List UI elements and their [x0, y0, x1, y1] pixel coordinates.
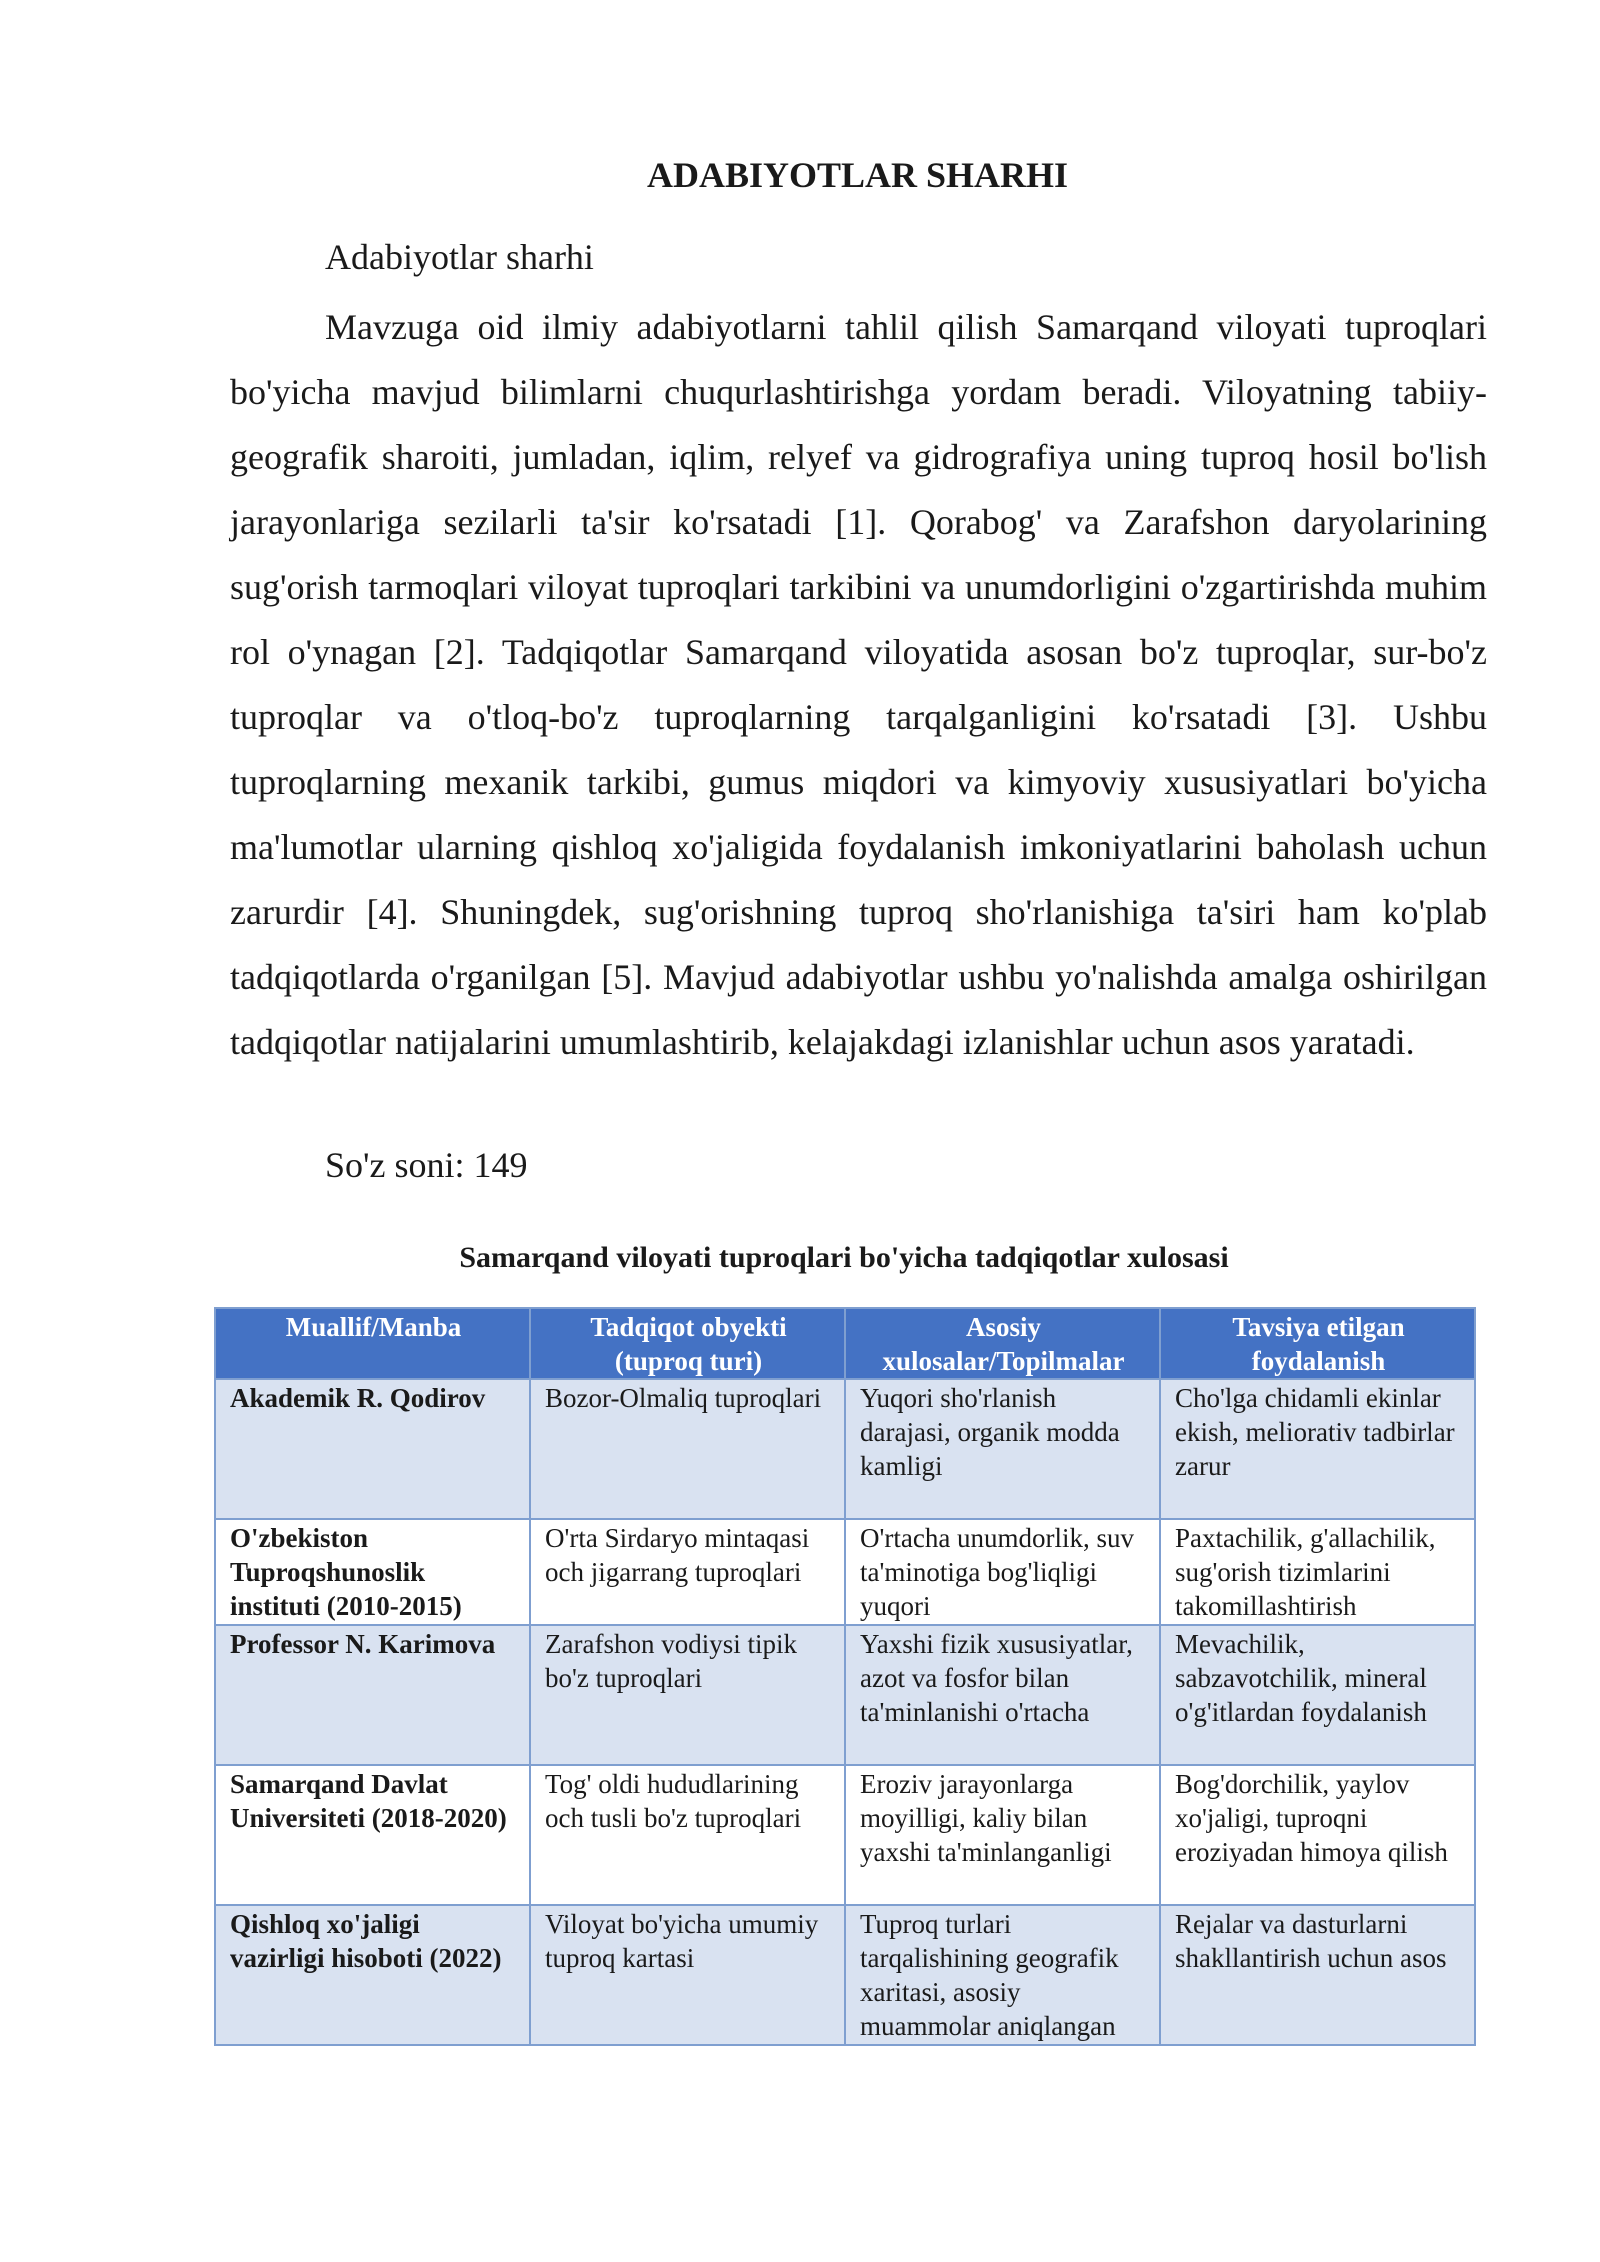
header-recommendation: Tavsiya etilgan foydalanish — [1160, 1308, 1475, 1379]
cell-author: Akademik R. Qodirov — [215, 1379, 530, 1519]
cell-findings: Yaxshi fizik xususiyatlar, azot va fosfor bilan ta'minlanishi o'rtacha — [845, 1625, 1160, 1765]
word-count: So'z soni: 149 — [325, 1145, 528, 1185]
cell-findings: O'rtacha unumdorlik, suv ta'minotiga bog'liqligi yuqori — [845, 1519, 1160, 1625]
table-row — [215, 1625, 1475, 1765]
cell-recommendation: Cho'lga chidamli ekinlar ekish, meliorativ tadbirlar zarur — [1160, 1379, 1475, 1519]
cell-author: Professor N. Karimova — [215, 1625, 530, 1765]
cell-recommendation: Mevachilik, sabzavotchilik, mineral o'g'itlardan foydalanish — [1160, 1625, 1475, 1765]
cell-object: O'rta Sirdaryo mintaqasi och jigarrang tuproqlari — [530, 1519, 845, 1625]
cell-object: Zarafshon vodiysi tipik bo'z tuproqlari — [530, 1625, 845, 1765]
table-header-row — [215, 1308, 1475, 1379]
cell-findings: Eroziv jarayonlarga moyilligi, kaliy bilan yaxshi ta'minlanganligi — [845, 1765, 1160, 1905]
header-object: Tadqiqot obyekti (tuproq turi) — [530, 1308, 845, 1379]
table-row — [215, 1765, 1475, 1905]
cell-object: Bozor-Olmaliq tuproqlari — [530, 1379, 845, 1519]
table-caption: Samarqand viloyati tuproqlari bo'yicha tadqiqotlar xulosasi — [459, 1241, 1229, 1274]
cell-findings: Tuproq turlari tarqalishining geografik xaritasi, asosiy muammolar aniqlangan — [845, 1905, 1160, 2045]
header-author: Muallif/Manba — [215, 1308, 530, 1379]
cell-author: O'zbekiston Tuproqshunoslik instituti (2010-2015) — [215, 1519, 530, 1625]
table-row — [215, 1905, 1475, 2045]
cell-author: Qishloq xo'jaligi vazirligi hisoboti (2022) — [215, 1905, 530, 2045]
page-title: ADABIYOTLAR SHARHI — [646, 155, 1069, 195]
section-subheading: Adabiyotlar sharhi — [325, 237, 594, 277]
cell-object: Tog' oldi hududlarining och tusli bo'z tuproqlari — [530, 1765, 845, 1905]
header-findings: Asosiy xulosalar/Topilmalar — [845, 1308, 1160, 1379]
cell-object: Viloyat bo'yicha umumiy tuproq kartasi — [530, 1905, 845, 2045]
summary-table — [214, 1307, 1476, 2046]
body-paragraph: Mavzuga oid ilmiy adabiyotlarni tahlil qilish Samarqand viloyati tuproqlari bo'yicha mavjud bilimlarni chuqurlashtirishga yordam beradi. Viloyatning tabiiy-geografik sharoiti, jumladan, iqlim, relyef va gidrografiya uning tuproq hosil bo'lish jarayonlariga sezilarli ta'sir ko'rsatadi [1]. Qorabog' va Zarafshon daryolarining sug'orish tarmoqlari viloyat tuproqlari tarkibini va unumdorligini o'zgartirishda muhim rol o'ynagan [2]. Tadqiqotlar Samarqand viloyatida asosan bo'z tuproqlar, sur-bo'z tuproqlar va o'tloq-bo'z tuproqlarning tarqalganligini ko'rsatadi [3]. Ushbu tuproqlarning mexanik tarkibi, gumus miqdori va kimyoviy xususiyatlari bo'yicha ma'lumotlar ularning qishloq xo'jaligida foydalanish imkoniyatlarini baholash uchun zarurdir [4]. Shuningdek, sug'orishning tuproq sho'rlanishiga ta'siri ham ko'plab tadqiqotlarda o'rganilgan [5]. Mavjud adabiyotlar ushbu yo'nalishda amalga oshirilgan tadqiqotlar natijalarini umumlashtirib, kelajakdagi izlanishlar uchun asos yaratadi. — [230, 307, 1487, 1062]
table-row — [215, 1379, 1475, 1519]
cell-recommendation: Bog'dorchilik, yaylov xo'jaligi, tuproqni eroziyadan himoya qilish — [1160, 1765, 1475, 1905]
table-row — [215, 1519, 1475, 1625]
cell-recommendation: Paxtachilik, g'allachilik, sug'orish tizimlarini takomillashtirish — [1160, 1519, 1475, 1625]
cell-findings: Yuqori sho'rlanish darajasi, organik modda kamligi — [845, 1379, 1160, 1519]
cell-recommendation: Rejalar va dasturlarni shakllantirish uchun asos — [1160, 1905, 1475, 2045]
cell-author: Samarqand Davlat Universiteti (2018-2020) — [215, 1765, 530, 1905]
